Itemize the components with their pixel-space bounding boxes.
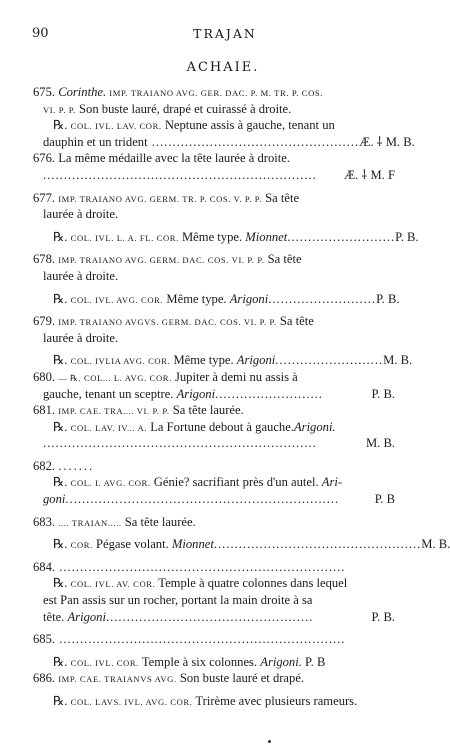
city-name: Corinthe. — [58, 85, 107, 99]
reverse-mark: ℞. — [53, 694, 68, 708]
entry-number: 682. — [33, 458, 56, 473]
entry-684-line2 — [33, 575, 395, 592]
description: laurée à droite. — [43, 268, 119, 283]
leader-dots: ..................................................................... — [55, 559, 346, 574]
description: Génie? sacrifiant près d'un autel. — [153, 475, 319, 490]
description: Jupiter à demi nu assis à — [174, 369, 298, 384]
size-metal: P. B — [374, 492, 395, 507]
coin-legend: .... TRAIAN..... — [58, 517, 122, 528]
entry-675-line4 — [33, 134, 415, 151]
entry-681-line1 — [33, 402, 395, 419]
coin-legend: COL. IVL. LAV. COR. — [70, 121, 162, 132]
author: Arigoni. — [260, 654, 302, 669]
entry-number: 678. — [33, 252, 56, 267]
coin-legend: COL. IVLIA AVG. COR. — [70, 356, 171, 367]
coin-legend: IMP. TRAIANO AVG. GERM. DAC. COS. VI. P. P. — [58, 255, 265, 266]
entry-number: 680. — [33, 369, 56, 384]
size-metal: M. B. — [365, 436, 395, 451]
description: Temple à quatre colonnes dans lequel — [158, 576, 348, 591]
leader-dots: .......................... — [287, 229, 396, 244]
entry-677-line2 — [33, 206, 395, 223]
size-metal: Æ. ⸸ M. B. — [359, 134, 415, 149]
description: Même type. — [166, 291, 227, 306]
coin-legend: IMP. CAE. TRAIANVS AVG. — [58, 674, 177, 685]
entry-number: 677. — [33, 190, 56, 205]
author: Ari- — [321, 475, 343, 490]
author: goni — [43, 492, 66, 507]
entry-682-line2 — [33, 474, 395, 491]
entry-681-line2 — [33, 419, 395, 436]
leader-dots: .......................... — [215, 386, 323, 401]
page-number: 90 — [32, 26, 49, 41]
catalogue-body — [33, 84, 450, 710]
entry-675-line3 — [33, 117, 395, 134]
entry-680-line2 — [33, 386, 395, 403]
running-title: TRAJAN — [193, 26, 257, 41]
coin-legend: COL. IVL. COR. — [70, 657, 139, 668]
coin-legend: IMP. TRAIANO AVG. GERM. TR. P. COS. V. P. P. — [58, 193, 262, 204]
coin-legend: COL. IVL. L. A. FL. COR. — [70, 232, 179, 243]
size-metal: M. B. — [383, 353, 413, 368]
entry-685-line2 — [33, 654, 395, 671]
entry-680-line1 — [33, 369, 395, 386]
description: Temple à six colonnes. — [141, 654, 258, 669]
description: Sa tête — [267, 252, 302, 267]
size-metal: Æ. ⸸ M. F — [343, 167, 395, 182]
entry-number: 686. — [33, 671, 56, 686]
entry-675-line1 — [33, 84, 395, 101]
entry-686-line2 — [33, 693, 395, 710]
size-metal: P. B. — [395, 229, 419, 244]
coin-legend: COL. I. AVG. COR. — [70, 478, 151, 489]
entry-679-line3 — [33, 352, 413, 369]
entry-678-line1 — [33, 251, 395, 268]
section-heading: ACHAIE. — [186, 60, 260, 75]
author: Arigoni — [236, 353, 276, 368]
coin-legend: COR. — [70, 540, 93, 551]
leader-dots: ..................................................................... — [55, 632, 346, 647]
entry-684-line4 — [33, 609, 395, 626]
entry-number: 683. — [33, 514, 56, 529]
reverse-mark: ℞. — [53, 419, 68, 434]
entry-679-line2 — [33, 330, 395, 347]
entry-686-line1 — [33, 670, 395, 687]
leader-dots: .................................................. — [147, 134, 360, 149]
description: dauphin et un trident — [43, 134, 148, 149]
author: Arigoni — [67, 609, 106, 624]
description: Trirème avec plusieurs rameurs. — [195, 694, 358, 708]
size-metal: P. B. — [371, 386, 395, 401]
description: Neptune assis à gauche, tenant un — [164, 118, 335, 133]
leader-dots: .................................................. — [105, 609, 314, 624]
entry-676-line1 — [33, 150, 395, 167]
author: Arigoni — [229, 291, 269, 306]
leader-dots: .......................... — [275, 353, 384, 368]
entry-677-line1 — [33, 190, 395, 207]
description: La même médaille avec la tête laurée à droite. — [58, 151, 291, 166]
coin-legend: COL. IVL. AV. COR. — [70, 579, 156, 590]
entry-682-line1 — [33, 458, 395, 475]
entry-677-line3 — [33, 229, 419, 246]
entry-number: 676. — [33, 151, 56, 166]
reverse-mark: ℞. — [53, 229, 68, 244]
size-metal: P. B. — [376, 291, 400, 306]
entry-number: 681. — [33, 403, 56, 418]
coin-legend: IMP. TRAIANO AVG. GER. DAC. P. M. TR. P. COS. — [109, 88, 324, 98]
entry-number: 684. — [33, 559, 56, 574]
description: Sa tête laurée. — [124, 514, 196, 529]
description: laurée à droite. — [43, 207, 119, 222]
coin-legend: IMP. TRAIANO AVGVS. GERM. DAC. COS. VI. P. P. — [58, 317, 277, 328]
description: Sa tête laurée. — [172, 403, 244, 418]
description: La Fortune debout à gauche. — [150, 419, 294, 434]
entry-682-line3 — [33, 491, 395, 508]
coin-legend: — ℞. COL... L. AVG. COR. — [58, 372, 172, 383]
entry-number: 679. — [33, 314, 56, 329]
coin-legend: IMP. CAE. TRA.... VI. P. P. — [58, 406, 170, 417]
author: Arigoni. — [293, 419, 336, 434]
entry-679-line1 — [33, 313, 395, 330]
coin-legend: COL. LAV. IV... A. — [70, 422, 148, 433]
lacuna: ....... — [58, 458, 95, 473]
entry-676-line2 — [33, 167, 395, 184]
leader-dots: .................................................................. — [65, 492, 340, 507]
description: Même type. — [173, 353, 234, 368]
size-metal: P. B. — [371, 609, 395, 624]
entry-number: 675. — [33, 85, 56, 99]
reverse-mark: ℞. — [53, 291, 68, 306]
entry-684-line1 — [33, 559, 395, 576]
entry-678-line3 — [33, 291, 400, 308]
leader-dots: .................................................. — [213, 537, 422, 552]
description: gauche, tenant un sceptre. — [43, 386, 174, 401]
entry-684-line3 — [33, 592, 395, 609]
description: tête. — [43, 609, 65, 624]
size-metal: M. B. — [421, 537, 450, 552]
reverse-mark: ℞. — [53, 118, 68, 133]
reverse-mark: ℞. — [53, 576, 68, 591]
description: Même type. — [181, 229, 243, 244]
description: laurée à droite. — [43, 330, 119, 345]
reverse-mark: ℞. — [53, 654, 68, 669]
coin-legend: COL. IVL. AVG. COR. — [70, 294, 164, 305]
entry-683-line1 — [33, 514, 395, 531]
description: Son buste lauré, drapé et cuirassé à droite. — [79, 101, 292, 116]
author: Mionnet — [171, 537, 214, 552]
reverse-mark: ℞. — [53, 537, 68, 552]
entry-683-line2 — [33, 536, 450, 553]
reverse-mark: ℞. — [53, 353, 68, 368]
entry-675-line2 — [33, 101, 395, 118]
description: Sa tête — [279, 314, 314, 329]
coin-legend: VI. P. P. — [43, 104, 76, 115]
entry-685-line1 — [33, 631, 395, 648]
running-header — [32, 26, 418, 46]
leader-dots: .................................................................. — [43, 167, 317, 182]
entry-678-line2 — [33, 268, 395, 285]
coin-legend: COL. LAVS. IVL. AVG. COR. — [70, 697, 193, 707]
description: Son buste lauré et drapé. — [179, 671, 305, 686]
entry-number: 685. — [33, 632, 56, 647]
description: Pégase volant. — [95, 537, 169, 552]
author: Arigoni — [176, 386, 216, 401]
size-metal: P. B — [305, 654, 326, 669]
leader-dots: .......................... — [268, 291, 377, 306]
entry-681-line3 — [33, 435, 395, 452]
description: est Pan assis sur un rocher, portant la main droite à sa — [43, 593, 313, 608]
reverse-mark: ℞. — [53, 475, 68, 490]
leader-dots: .................................................................. — [43, 436, 317, 451]
author: Mionnet — [245, 229, 288, 244]
description: Sa tête — [265, 190, 300, 205]
printer-mark — [268, 740, 271, 743]
